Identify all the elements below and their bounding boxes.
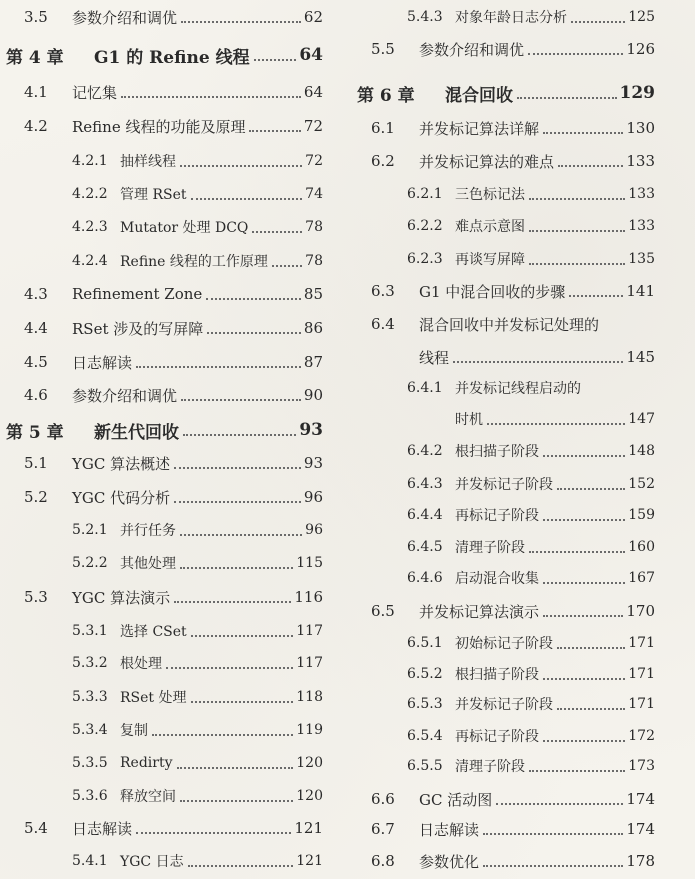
dot-leader bbox=[183, 433, 296, 436]
toc-entry-page: 96 bbox=[305, 522, 323, 538]
toc-entry-5-3-1[interactable] bbox=[0, 616, 323, 646]
toc-entry-page: 62 bbox=[303, 8, 323, 26]
toc-entry-title: 并发标记子阶段 bbox=[455, 697, 553, 713]
toc-entry-number: 4.2.2 bbox=[72, 186, 108, 202]
toc-entry-6-1[interactable] bbox=[345, 113, 655, 143]
toc-entry-5-3-4[interactable] bbox=[0, 715, 323, 745]
toc-entry-title: 根扫描子阶段 bbox=[455, 667, 539, 683]
dot-leader bbox=[557, 707, 625, 710]
toc-entry-number: 6.7 bbox=[371, 820, 395, 838]
toc-entry-page: 87 bbox=[303, 353, 323, 371]
dot-leader bbox=[191, 634, 294, 637]
dot-leader bbox=[136, 365, 301, 368]
toc-entry-page: 121 bbox=[294, 819, 323, 837]
toc-entry-page: 64 bbox=[303, 83, 323, 101]
toc-entry-title: 参数介绍和调优 bbox=[419, 40, 525, 59]
toc-entry-page: 160 bbox=[628, 539, 655, 555]
toc-entry-number: 6.4.2 bbox=[407, 443, 443, 459]
toc-entry-title: 日志解读 bbox=[72, 353, 133, 372]
toc-entry-number: 6.4 bbox=[371, 315, 395, 333]
dot-leader bbox=[174, 466, 301, 469]
dot-leader bbox=[188, 864, 294, 867]
toc-entry-number: 5.2 bbox=[24, 488, 48, 506]
dot-leader bbox=[543, 739, 625, 742]
toc-entry-6-6[interactable] bbox=[345, 784, 655, 814]
toc-left-column bbox=[0, 0, 345, 879]
dot-leader bbox=[252, 230, 302, 233]
toc-entry-5[interactable] bbox=[0, 415, 323, 445]
toc-entry-page: 135 bbox=[628, 251, 655, 267]
dot-leader bbox=[529, 229, 625, 232]
toc-entry-number: 6.5.2 bbox=[407, 666, 443, 682]
toc-entry-title: 并发标记线程启动的 bbox=[455, 381, 581, 397]
toc-entry-title: 清理子阶段 bbox=[455, 759, 525, 775]
toc-entry-4-2-3[interactable] bbox=[0, 212, 323, 242]
toc-entry-page: 78 bbox=[305, 253, 323, 269]
toc-entry-page: 93 bbox=[303, 454, 323, 472]
dot-leader bbox=[174, 600, 291, 603]
toc-entry-number: 6.2.2 bbox=[407, 218, 443, 234]
dot-leader bbox=[180, 566, 293, 569]
toc-entry-5-2-2[interactable] bbox=[0, 548, 323, 578]
toc-entry-5-4-3[interactable] bbox=[345, 2, 655, 32]
toc-entry-page: 133 bbox=[628, 218, 655, 234]
toc-entry-page: 130 bbox=[626, 119, 655, 137]
toc-entry-page: 174 bbox=[626, 820, 655, 838]
toc-entry-6-5-4[interactable] bbox=[345, 721, 655, 751]
toc-entry-number: 4.3 bbox=[24, 285, 48, 303]
dot-leader bbox=[543, 131, 623, 134]
toc-entry-6-2-1[interactable] bbox=[345, 179, 655, 209]
toc-entry-6-5-5[interactable] bbox=[345, 751, 655, 781]
dot-leader bbox=[483, 832, 623, 835]
toc-entry-page: 159 bbox=[628, 507, 655, 523]
toc-entry-6-4-5[interactable] bbox=[345, 532, 655, 562]
dot-leader bbox=[152, 733, 293, 736]
toc-entry-page: 72 bbox=[305, 153, 323, 169]
toc-right-column bbox=[345, 0, 695, 879]
toc-entry-number: 6.5.4 bbox=[407, 728, 443, 744]
toc-entry-number: 第 5 章 bbox=[6, 422, 64, 443]
toc-entry-number: 6.8 bbox=[371, 852, 395, 870]
toc-entry-4-4[interactable] bbox=[0, 313, 323, 343]
toc-entry-title: 时机 bbox=[455, 412, 483, 428]
toc-entry-number: 4.2.1 bbox=[72, 153, 108, 169]
toc-entry-title: YGC 代码分析 bbox=[72, 488, 171, 507]
dot-leader bbox=[529, 262, 625, 265]
dot-leader bbox=[181, 20, 301, 23]
toc-entry-title: RSet 处理 bbox=[120, 690, 187, 706]
toc-entry-number: 5.3.4 bbox=[72, 722, 108, 738]
toc-entry-number: 5.5 bbox=[371, 40, 395, 58]
toc-entry-title: 难点示意图 bbox=[455, 219, 525, 235]
toc-entry-5-4[interactable] bbox=[0, 813, 323, 843]
toc-entry-page: 64 bbox=[299, 45, 323, 65]
toc-entry-6-4-2[interactable] bbox=[345, 436, 655, 466]
toc-entry-5-2[interactable] bbox=[0, 482, 323, 512]
toc-entry-title: 并行任务 bbox=[120, 523, 176, 539]
toc-entry-number: 第 4 章 bbox=[6, 47, 64, 68]
toc-entry-page: 85 bbox=[303, 285, 323, 303]
toc-entry-title: 根处理 bbox=[120, 656, 162, 672]
toc-entry-title: 抽样线程 bbox=[120, 154, 176, 170]
toc-entry-title: 再谈写屏障 bbox=[455, 252, 525, 268]
toc-entry-number: 6.4.6 bbox=[407, 570, 443, 586]
toc-entry-6-4-6[interactable] bbox=[345, 563, 655, 593]
toc-entry-number: 4.4 bbox=[24, 319, 48, 337]
toc-entry-5-3-2[interactable] bbox=[0, 648, 323, 678]
toc-entry-number: 6.2.3 bbox=[407, 251, 443, 267]
toc-entry-number: 5.3 bbox=[24, 588, 48, 606]
toc-entry-number: 5.3.5 bbox=[72, 755, 108, 771]
toc-entry-page: 93 bbox=[299, 420, 323, 440]
toc-entry-page: 117 bbox=[296, 655, 323, 671]
dot-leader bbox=[529, 550, 625, 553]
toc-entry-number: 6.5.5 bbox=[407, 758, 443, 774]
toc-entry-number: 4.5 bbox=[24, 353, 48, 371]
toc-entry-number: 6.6 bbox=[371, 790, 395, 808]
toc-entry-title: YGC 算法概述 bbox=[72, 454, 171, 473]
toc-entry-number: 6.3 bbox=[371, 282, 395, 300]
dot-leader bbox=[529, 197, 625, 200]
toc-entry-title: Refinement Zone bbox=[72, 285, 203, 303]
toc-entry-number: 6.2 bbox=[371, 152, 395, 170]
toc-entry-page: 170 bbox=[626, 602, 655, 620]
dot-leader bbox=[543, 581, 625, 584]
dot-leader bbox=[543, 454, 625, 457]
toc-entry-page: 90 bbox=[303, 386, 323, 404]
dot-leader bbox=[181, 398, 301, 401]
toc-entry-page: 96 bbox=[303, 488, 323, 506]
dot-leader bbox=[483, 864, 623, 867]
toc-entry-number: 4.2 bbox=[24, 117, 48, 135]
toc-entry-6-4-3[interactable] bbox=[345, 469, 655, 499]
toc-entry-title: G1 的 Refine 线程 bbox=[94, 47, 250, 68]
dot-leader bbox=[571, 20, 625, 23]
toc-entry-title: 其他处理 bbox=[120, 556, 176, 572]
dot-leader bbox=[543, 518, 625, 521]
toc-entry-number: 6.5.3 bbox=[407, 696, 443, 712]
toc-entry-6-7[interactable] bbox=[345, 814, 655, 844]
toc-entry-page: 121 bbox=[296, 853, 323, 869]
toc-entry-title: G1 中混合回收的步骤 bbox=[419, 282, 566, 301]
toc-entry-5-3-6[interactable] bbox=[0, 781, 323, 811]
dot-leader bbox=[254, 58, 297, 61]
dot-leader bbox=[180, 799, 293, 802]
toc-entry-6-4-1[interactable] bbox=[345, 373, 655, 403]
toc-entry-page: 141 bbox=[626, 282, 655, 300]
toc-entry-number: 5.3.3 bbox=[72, 689, 108, 705]
toc-entry-title: Redirty bbox=[120, 755, 173, 771]
dot-leader bbox=[558, 164, 623, 167]
toc-entry-title: 再标记子阶段 bbox=[455, 508, 539, 524]
toc-entry-4-3[interactable] bbox=[0, 279, 323, 309]
toc-entry-title: 再标记子阶段 bbox=[455, 729, 539, 745]
toc-entry-number: 5.2.1 bbox=[72, 522, 108, 538]
toc-entry-page: 171 bbox=[628, 666, 655, 682]
toc-entry-number: 6.5 bbox=[371, 602, 395, 620]
toc-entry-4[interactable] bbox=[0, 40, 323, 70]
toc-entry-6-5[interactable] bbox=[345, 596, 655, 626]
toc-entry-page: 171 bbox=[628, 635, 655, 651]
toc-entry-number: 6.4.5 bbox=[407, 539, 443, 555]
toc-entry-number: 5.2.2 bbox=[72, 555, 108, 571]
toc-entry-title: 日志解读 bbox=[419, 820, 480, 839]
dot-leader bbox=[453, 360, 623, 363]
toc-entry-5-2-1[interactable] bbox=[0, 515, 323, 545]
dot-leader bbox=[121, 95, 301, 98]
toc-entry-title: 并发标记算法演示 bbox=[419, 602, 540, 621]
toc-entry-title: 对象年龄日志分析 bbox=[455, 10, 567, 26]
toc-entry-title: Refine 线程的工作原理 bbox=[120, 254, 268, 270]
toc-entry-4-1[interactable] bbox=[0, 77, 323, 107]
toc-entry-page: 86 bbox=[303, 319, 323, 337]
toc-entry-5-5[interactable] bbox=[345, 34, 655, 64]
toc-entry-page: 129 bbox=[619, 83, 655, 103]
toc-entry-6-2[interactable] bbox=[345, 146, 655, 176]
toc-entry-page: 120 bbox=[296, 755, 323, 771]
toc-entry-page: 173 bbox=[628, 758, 655, 774]
toc-entry-title: 日志解读 bbox=[72, 819, 133, 838]
toc-entry-6-4[interactable] bbox=[345, 309, 655, 339]
toc-entry-number: 4.2.4 bbox=[72, 253, 108, 269]
toc-entry-page: 126 bbox=[626, 40, 655, 58]
toc-entry-title: 并发标记算法详解 bbox=[419, 119, 540, 138]
toc-entry-number: 6.4.1 bbox=[407, 380, 443, 396]
toc-entry-title: 三色标记法 bbox=[455, 187, 525, 203]
dot-leader bbox=[191, 700, 294, 703]
toc-entry-5-4-1[interactable] bbox=[0, 846, 323, 876]
toc-entry-5-1[interactable] bbox=[0, 448, 323, 478]
toc-entry-title: 线程 bbox=[419, 348, 450, 367]
dot-leader bbox=[136, 831, 291, 834]
toc-entry-number: 6.4.3 bbox=[407, 476, 443, 492]
toc-entry-page: 119 bbox=[296, 722, 323, 738]
toc-entry-page: 74 bbox=[305, 186, 323, 202]
dot-leader bbox=[528, 52, 623, 55]
toc-entry-page: 147 bbox=[628, 411, 655, 427]
toc-entry-number: 5.4.3 bbox=[407, 9, 443, 25]
toc-entry-6-8[interactable] bbox=[345, 846, 655, 876]
toc-entry-number: 5.4.1 bbox=[72, 853, 108, 869]
toc-entry-title: 清理子阶段 bbox=[455, 540, 525, 556]
toc-entry-cont12[interactable] bbox=[345, 404, 655, 434]
toc-entry-title: 初始标记子阶段 bbox=[455, 636, 553, 652]
toc-entry-number: 第 6 章 bbox=[357, 85, 415, 106]
toc-entry-number: 5.3.6 bbox=[72, 788, 108, 804]
toc-entry-6-2-3[interactable] bbox=[345, 244, 655, 274]
dot-leader bbox=[166, 666, 293, 669]
toc-entry-page: 117 bbox=[296, 623, 323, 639]
toc-entry-title: 参数优化 bbox=[419, 852, 480, 871]
toc-entry-number: 5.1 bbox=[24, 454, 48, 472]
toc-entry-page: 171 bbox=[628, 696, 655, 712]
toc-entry-page: 152 bbox=[628, 476, 655, 492]
toc-entry-page: 145 bbox=[626, 348, 655, 366]
dot-leader bbox=[557, 646, 625, 649]
toc-entry-page: 172 bbox=[628, 728, 655, 744]
dot-leader bbox=[569, 294, 623, 297]
toc-entry-4-2-2[interactable] bbox=[0, 179, 323, 209]
toc-entry-6-5-2[interactable] bbox=[345, 659, 655, 689]
toc-entry-6-5-3[interactable] bbox=[345, 689, 655, 719]
toc-entry-number: 6.1 bbox=[371, 119, 395, 137]
toc-entry-page: 133 bbox=[626, 152, 655, 170]
toc-entry-4-2-1[interactable] bbox=[0, 146, 323, 176]
toc-entry-title: 混合回收 bbox=[445, 85, 513, 106]
dot-leader bbox=[543, 677, 625, 680]
dot-leader bbox=[191, 197, 303, 200]
toc-entry-4-6[interactable] bbox=[0, 380, 323, 410]
toc-entry-number: 3.5 bbox=[24, 8, 48, 26]
toc-entry-6-4-4[interactable] bbox=[345, 500, 655, 530]
toc-entry-title: 选择 CSet bbox=[120, 624, 187, 640]
toc-entry-number: 4.1 bbox=[24, 83, 48, 101]
toc-entry-5-3-5[interactable] bbox=[0, 748, 323, 778]
toc-entry-page: 133 bbox=[628, 186, 655, 202]
toc-entry-title: 记忆集 bbox=[72, 83, 118, 102]
toc-entry-title: 根扫描子阶段 bbox=[455, 444, 539, 460]
toc-entry-4-2[interactable] bbox=[0, 111, 323, 141]
toc-entry-5-3-3[interactable] bbox=[0, 682, 323, 712]
dot-leader bbox=[174, 500, 301, 503]
toc-entry-3-5[interactable] bbox=[0, 2, 323, 32]
dot-leader bbox=[177, 766, 294, 769]
toc-entry-4-5[interactable] bbox=[0, 347, 323, 377]
toc-entry-title: 新生代回收 bbox=[94, 422, 179, 443]
toc-entry-title: 启动混合收集 bbox=[455, 571, 539, 587]
toc-entry-number: 6.5.1 bbox=[407, 635, 443, 651]
toc-entry-page: 115 bbox=[296, 555, 323, 571]
toc-entry-6-2-2[interactable] bbox=[345, 211, 655, 241]
toc-entry-title: 参数介绍和调优 bbox=[72, 386, 178, 405]
toc-entry-title: GC 活动图 bbox=[419, 790, 493, 809]
dot-leader bbox=[529, 769, 625, 772]
dot-leader bbox=[180, 533, 302, 536]
dot-leader bbox=[496, 802, 623, 805]
toc-entry-page: 120 bbox=[296, 788, 323, 804]
dot-leader bbox=[557, 487, 625, 490]
toc-entry-page: 167 bbox=[628, 570, 655, 586]
toc-entry-6[interactable] bbox=[345, 78, 655, 108]
toc-entry-6-3[interactable] bbox=[345, 276, 655, 306]
toc-entry-title: 参数介绍和调优 bbox=[72, 8, 178, 27]
toc-entry-number: 6.4.4 bbox=[407, 507, 443, 523]
toc-entry-number: 4.6 bbox=[24, 386, 48, 404]
toc-entry-page: 125 bbox=[628, 9, 655, 25]
toc-entry-page: 178 bbox=[626, 852, 655, 870]
toc-entry-page: 72 bbox=[303, 117, 323, 135]
toc-entry-cont10[interactable] bbox=[345, 342, 655, 372]
toc-entry-number: 6.2.1 bbox=[407, 186, 443, 202]
dot-leader bbox=[272, 264, 302, 267]
toc-entry-title: 混合回收中并发标记处理的 bbox=[419, 315, 600, 334]
dot-leader bbox=[180, 164, 302, 167]
toc-entry-page: 148 bbox=[628, 443, 655, 459]
toc-entry-4-2-4[interactable] bbox=[0, 246, 323, 276]
toc-entry-title: 并发标记算法的难点 bbox=[419, 152, 555, 171]
toc-entry-5-3[interactable] bbox=[0, 582, 323, 612]
toc-entry-title: YGC 日志 bbox=[120, 854, 184, 870]
toc-entry-page: 116 bbox=[294, 588, 323, 606]
dot-leader bbox=[543, 614, 623, 617]
dot-leader bbox=[206, 297, 301, 300]
toc-entry-title: 释放空间 bbox=[120, 789, 176, 805]
toc-entry-number: 5.3.1 bbox=[72, 623, 108, 639]
toc-entry-title: 并发标记子阶段 bbox=[455, 477, 553, 493]
toc-entry-title: RSet 涉及的写屏障 bbox=[72, 319, 204, 338]
toc-entry-page: 78 bbox=[305, 219, 323, 235]
toc-entry-number: 5.4 bbox=[24, 819, 48, 837]
toc-entry-6-5-1[interactable] bbox=[345, 628, 655, 658]
toc-entry-number: 4.2.3 bbox=[72, 219, 108, 235]
toc-entry-number: 5.3.2 bbox=[72, 655, 108, 671]
toc-entry-page: 118 bbox=[296, 689, 323, 705]
toc-entry-title: YGC 算法演示 bbox=[72, 588, 171, 607]
dot-leader bbox=[207, 331, 301, 334]
dot-leader bbox=[517, 96, 617, 99]
toc-entry-title: Refine 线程的功能及原理 bbox=[72, 117, 246, 136]
toc-entry-title: Mutator 处理 DCQ bbox=[120, 220, 249, 236]
toc-entry-title: 复制 bbox=[120, 723, 148, 739]
toc-entry-page: 174 bbox=[626, 790, 655, 808]
dot-leader bbox=[249, 129, 300, 132]
dot-leader bbox=[487, 422, 625, 425]
toc-entry-title: 管理 RSet bbox=[120, 187, 187, 203]
